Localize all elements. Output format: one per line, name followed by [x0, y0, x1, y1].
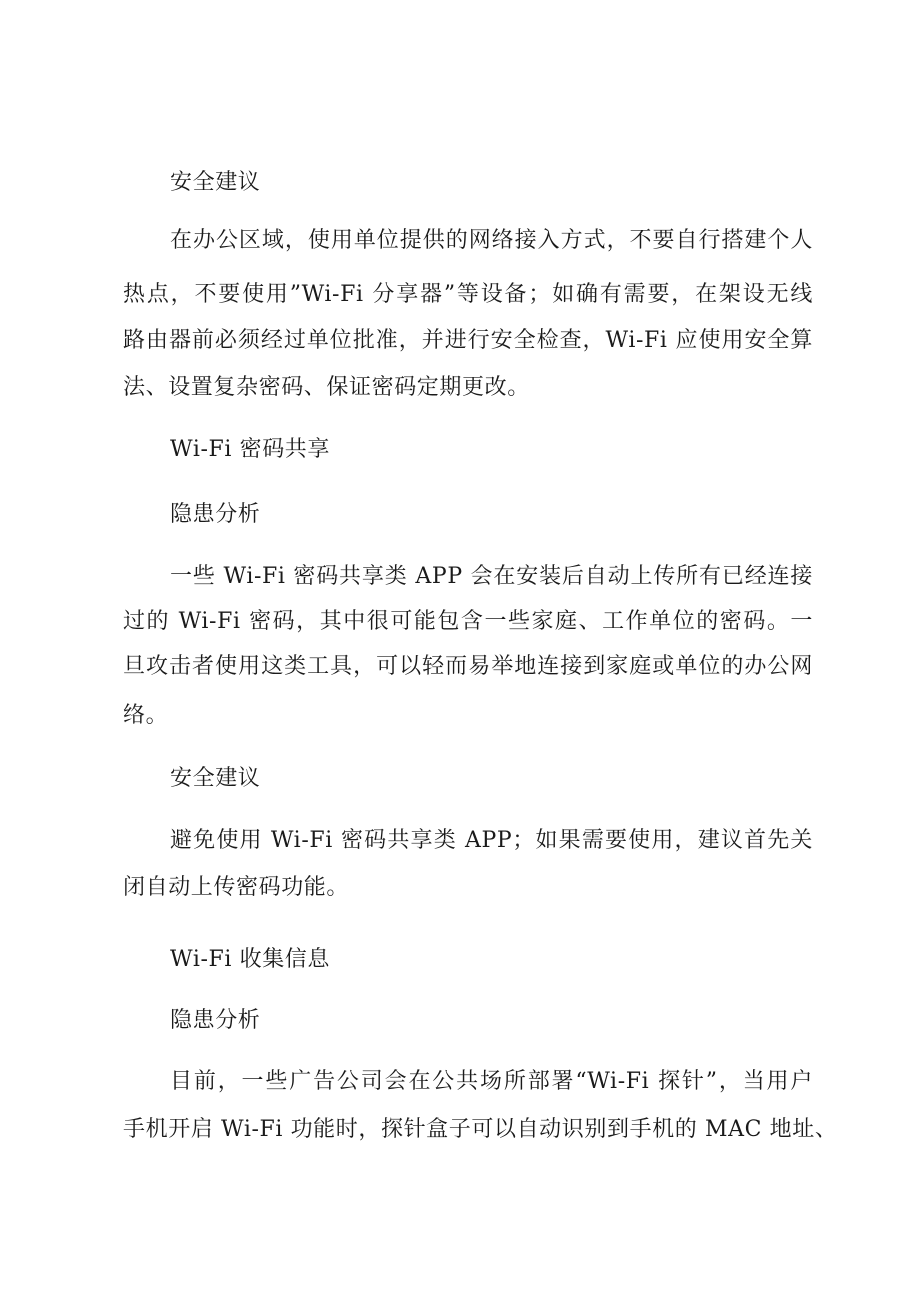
paragraph-line: 目前，一些广告公司会在公共场所部署“Wi-Fi 探针”，当用户: [170, 1069, 813, 1094]
paragraph-line: 路由器前必须经过单位批准，并进行安全检查，Wi-Fi 应使用安全算: [123, 328, 813, 353]
paragraph-line: 避免使用 Wi-Fi 密码共享类 APP；如果需要使用，建议首先关: [170, 828, 813, 853]
paragraph-line: 热点，不要使用”Wi-Fi 分享器”等设备；如确有需要，在架设无线: [123, 282, 813, 307]
subheading-risk-analysis: 隐患分析: [170, 502, 261, 527]
paragraph-line: 旦攻击者使用这类工具，可以轻而易举地连接到家庭或单位的办公网: [123, 654, 813, 679]
subheading-security-advice: 安全建议: [170, 766, 261, 791]
paragraph-line: 在办公区域，使用单位提供的网络接入方式，不要自行搭建个人: [170, 228, 813, 253]
subheading-risk-analysis: 隐患分析: [170, 1008, 261, 1033]
section-title-wifi-password-sharing: Wi-Fi 密码共享: [170, 437, 330, 462]
paragraph-line: 闭自动上传密码功能。: [123, 875, 350, 900]
paragraph-line: 法、设置复杂密码、保证密码定期更改。: [123, 375, 530, 400]
paragraph-line: 过的 Wi-Fi 密码，其中很可能包含一些家庭、工作单位的密码。一: [123, 609, 813, 634]
paragraph-line: 一些 Wi-Fi 密码共享类 APP 会在安装后自动上传所有已经连接: [170, 564, 813, 589]
paragraph-line: 络。: [123, 703, 169, 728]
section-heading-security-advice: 安全建议: [170, 170, 261, 195]
section-title-wifi-info-collection: Wi-Fi 收集信息: [170, 947, 330, 972]
paragraph-line: 手机开启 Wi-Fi 功能时，探针盒子可以自动识别到手机的 MAC 地址、: [123, 1117, 838, 1142]
